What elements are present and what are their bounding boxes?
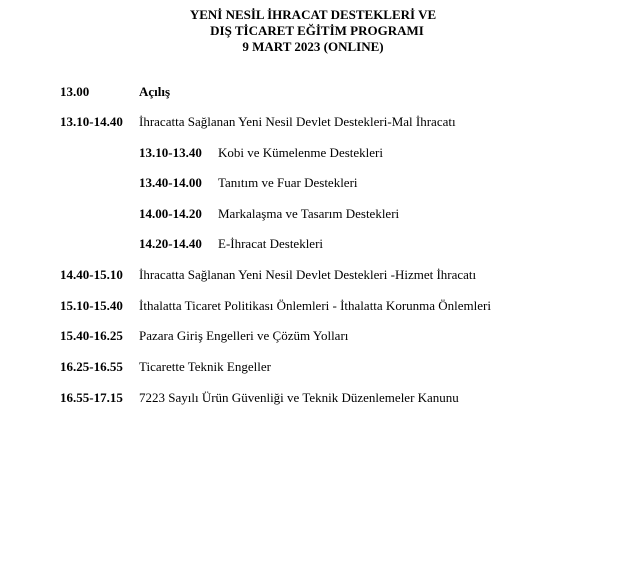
agenda-title: İhracatta Sağlanan Yeni Nesil Devlet Destekleri -Hizmet İhracatı <box>139 267 477 282</box>
agenda-subtime: 13.10-13.40 <box>139 145 202 160</box>
agenda-title: İthalatta Ticaret Politikası Önlemleri - İthalatta Korunma Önlemleri <box>139 298 491 313</box>
header-title-line-2: DIŞ TİCARET EĞİTİM PROGRAMI <box>210 23 424 38</box>
agenda-title: 7223 Sayılı Ürün Güvenliği ve Teknik Düzenlemeler Kanunu <box>139 390 459 405</box>
program-header <box>0 7 626 55</box>
agenda-time: 14.40-15.10 <box>60 267 123 282</box>
agenda-subtitle: E-İhracat Destekleri <box>218 236 324 251</box>
agenda-title: Açılış <box>139 84 171 99</box>
agenda-subtitle: Kobi ve Kümelenme Destekleri <box>218 145 383 160</box>
agenda-subtime: 14.00-14.20 <box>139 206 202 221</box>
agenda-subtime: 14.20-14.40 <box>139 236 202 251</box>
agenda-time: 15.10-15.40 <box>60 298 123 313</box>
agenda-time: 13.10-14.40 <box>60 114 123 129</box>
agenda-title: Pazara Giriş Engelleri ve Çözüm Yolları <box>139 328 349 343</box>
agenda-title: Ticarette Teknik Engeller <box>139 359 271 374</box>
agenda-time: 13.00 <box>60 84 90 99</box>
agenda-subtime: 13.40-14.00 <box>139 175 202 190</box>
agenda-title: İhracatta Sağlanan Yeni Nesil Devlet Destekleri-Mal İhracatı <box>139 114 456 129</box>
header-date: 9 MART 2023 (ONLINE) <box>242 39 384 54</box>
agenda-subtitle: Tanıtım ve Fuar Destekleri <box>218 175 358 190</box>
agenda-subtitle: Markalaşma ve Tasarım Destekleri <box>218 206 400 221</box>
agenda-time: 16.25-16.55 <box>60 359 123 374</box>
agenda-time: 15.40-16.25 <box>60 328 123 343</box>
agenda-time: 16.55-17.15 <box>60 390 123 405</box>
header-title-line-1: YENİ NESİL İHRACAT DESTEKLERİ VE <box>189 7 437 22</box>
